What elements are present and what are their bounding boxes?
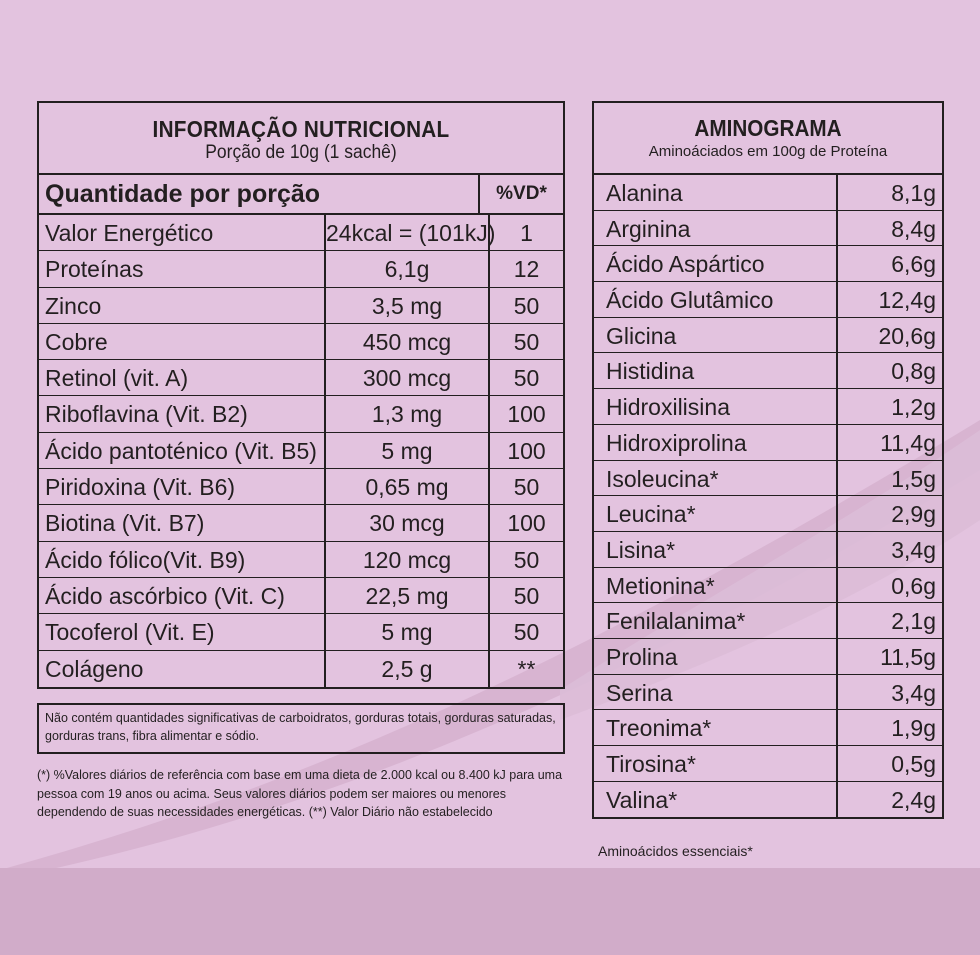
table-row [39, 505, 563, 541]
table-row [39, 360, 563, 396]
table-row [594, 389, 942, 425]
table-row [594, 782, 942, 818]
table-row [39, 651, 563, 687]
amino-value: 1,5g [836, 461, 942, 496]
table-row [594, 425, 942, 461]
nutrient-amount: 22,5 mg [324, 578, 488, 613]
nutrient-name: Ácido pantoténico (Vit. B5) [45, 437, 317, 464]
nutrient-vd: 50 [488, 542, 563, 577]
nutrient-name: Valor Energético [45, 220, 214, 246]
bottom-band [0, 868, 980, 955]
amino-name: Alanina [606, 180, 683, 206]
nutrient-vd: 50 [488, 288, 563, 323]
nutrient-amount: 5 mg [324, 614, 488, 649]
nutrient-name: Biotina (Vit. B7) [45, 510, 205, 537]
nutrient-amount: 30 mcg [324, 505, 488, 540]
amino-value: 1,9g [836, 710, 942, 745]
table-row [39, 215, 563, 251]
amino-value: 2,4g [836, 782, 942, 818]
amino-name: Isoleucina* [606, 465, 719, 492]
table-row [39, 614, 563, 650]
nutrient-name: Tocoferol (Vit. E) [45, 619, 215, 646]
nutrient-vd: 100 [488, 396, 563, 431]
aminogram-footnote: Aminoácidos essenciais* [598, 843, 753, 859]
nutrient-name: Cobre [45, 328, 108, 355]
table-row [39, 324, 563, 360]
amino-name: Histidina [606, 358, 695, 385]
amino-value: 3,4g [836, 532, 942, 567]
quantity-header: Quantidade por porção [45, 180, 321, 208]
nutrient-amount: 120 mcg [324, 542, 488, 577]
nutrient-name: Colágeno [45, 655, 144, 682]
nutrient-amount: 450 mcg [324, 324, 488, 359]
table-row [39, 288, 563, 324]
amino-value: 11,5g [836, 639, 942, 674]
nutrient-vd: 100 [488, 433, 563, 468]
table-row [594, 282, 942, 318]
nutrient-name: Ácido fólico(Vit. B9) [45, 546, 246, 573]
nutrient-vd: 50 [488, 324, 563, 359]
table-row [594, 568, 942, 604]
table-row [594, 246, 942, 282]
amino-value: 2,9g [836, 496, 942, 531]
aminogram-header [594, 103, 942, 175]
serving-size: Porção de 10g (1 sachê) [205, 142, 397, 163]
amino-name: Serina [606, 679, 673, 706]
table-row [594, 746, 942, 782]
nutrient-amount: 5 mg [324, 433, 488, 468]
nutrient-amount: 1,3 mg [324, 396, 488, 431]
amino-name: Hidroxiprolina [606, 429, 747, 456]
table-row [594, 211, 942, 247]
table-row [594, 461, 942, 497]
nutrition-title: INFORMAÇÃO NUTRICIONAL [152, 116, 450, 142]
table-row [39, 578, 563, 614]
amino-value: 3,4g [836, 675, 942, 710]
table-row [594, 496, 942, 532]
amino-value: 6,6g [836, 246, 942, 281]
nutrient-vd: ** [488, 651, 563, 687]
amino-name: Treonima* [606, 715, 712, 742]
amino-name: Leucina* [606, 501, 696, 528]
table-row [594, 532, 942, 568]
table-row [39, 469, 563, 505]
amino-value: 20,6g [836, 318, 942, 353]
amino-name: Hidroxilisina [606, 394, 730, 421]
table-row [39, 396, 563, 432]
table-row [39, 251, 563, 287]
amino-name: Lisina* [606, 536, 676, 563]
nutrient-vd: 1 [488, 215, 563, 250]
nutrient-name: Proteínas [45, 256, 144, 283]
amino-name: Valina* [606, 786, 678, 813]
nutrient-vd: 50 [488, 614, 563, 649]
amino-name: Arginina [606, 215, 691, 242]
nutrition-footnote: (*) %Valores diários de referência com base em uma dieta de 2.000 kcal ou 8.400 kJ para uma pessoa com 19 anos ou acima. Seus valores diários podem ser maiores ou menores dependendo de suas necessidades energéticas. (**) Valor Diário não estabelecido [37, 768, 563, 819]
nutrient-amount: 6,1g [324, 251, 488, 286]
nutrient-vd: 50 [488, 578, 563, 613]
amino-name: Tirosina* [606, 751, 696, 777]
amino-value: 1,2g [836, 389, 942, 424]
nutrition-header [39, 103, 563, 175]
table-row [39, 542, 563, 578]
aminogram-rows [594, 175, 942, 817]
amino-value: 0,5g [836, 746, 942, 781]
nutrient-vd: 12 [488, 251, 563, 286]
nutrient-vd: 100 [488, 505, 563, 540]
table-row [594, 175, 942, 211]
aminogram-subtitle: Aminoáciados em 100g de Proteína [648, 143, 888, 160]
aminogram-table [592, 101, 944, 819]
nutrient-name: Riboflavina (Vit. B2) [45, 401, 248, 428]
amino-name: Metionina* [606, 572, 715, 599]
table-row [594, 353, 942, 389]
amino-value: 8,1g [836, 175, 942, 210]
nutrition-table [37, 101, 565, 689]
amino-value: 2,1g [836, 603, 942, 638]
table-row [594, 603, 942, 639]
amino-name: Glicina [606, 322, 677, 349]
table-row [594, 710, 942, 746]
amino-value: 0,6g [836, 568, 942, 603]
amino-value: 0,8g [836, 353, 942, 388]
amino-name: Ácido Aspártico [606, 251, 765, 278]
amino-value: 11,4g [836, 425, 942, 460]
nutrient-amount: 2,5 g [324, 651, 488, 687]
nutrient-name: Zinco [45, 292, 102, 319]
nutrient-amount: 3,5 mg [324, 288, 488, 323]
nutrient-name: Ácido ascórbico (Vit. C) [45, 582, 285, 609]
table-row [594, 639, 942, 675]
nutrient-vd: 50 [488, 469, 563, 504]
nutrient-name: Retinol (vit. A) [45, 365, 189, 392]
aminogram-title: AMINOGRAMA [694, 115, 842, 141]
nutrient-vd: 50 [488, 360, 563, 395]
amino-name: Fenilalanima* [606, 608, 746, 635]
nutrient-name: Piridoxina (Vit. B6) [45, 474, 236, 501]
nutrient-amount: 300 mcg [324, 360, 488, 395]
table-row [594, 318, 942, 354]
quantity-header-row [39, 175, 563, 215]
amino-value: 8,4g [836, 211, 942, 246]
nutrition-note: Não contém quantidades significativas de carboidratos, gorduras totais, gorduras saturadas, gorduras trans, fibra alimentar e sódio. [37, 703, 565, 754]
amino-name: Prolina [606, 643, 678, 670]
nutrition-rows [39, 215, 563, 687]
nutrient-amount: 0,65 mg [324, 469, 488, 504]
nutrient-amount: 24kcal = (101kJ) [324, 215, 488, 250]
amino-name: Ácido Glutâmico [606, 287, 774, 314]
amino-value: 12,4g [836, 282, 942, 317]
table-row [594, 675, 942, 711]
table-row [39, 433, 563, 469]
vd-header: %VD* [478, 175, 563, 213]
